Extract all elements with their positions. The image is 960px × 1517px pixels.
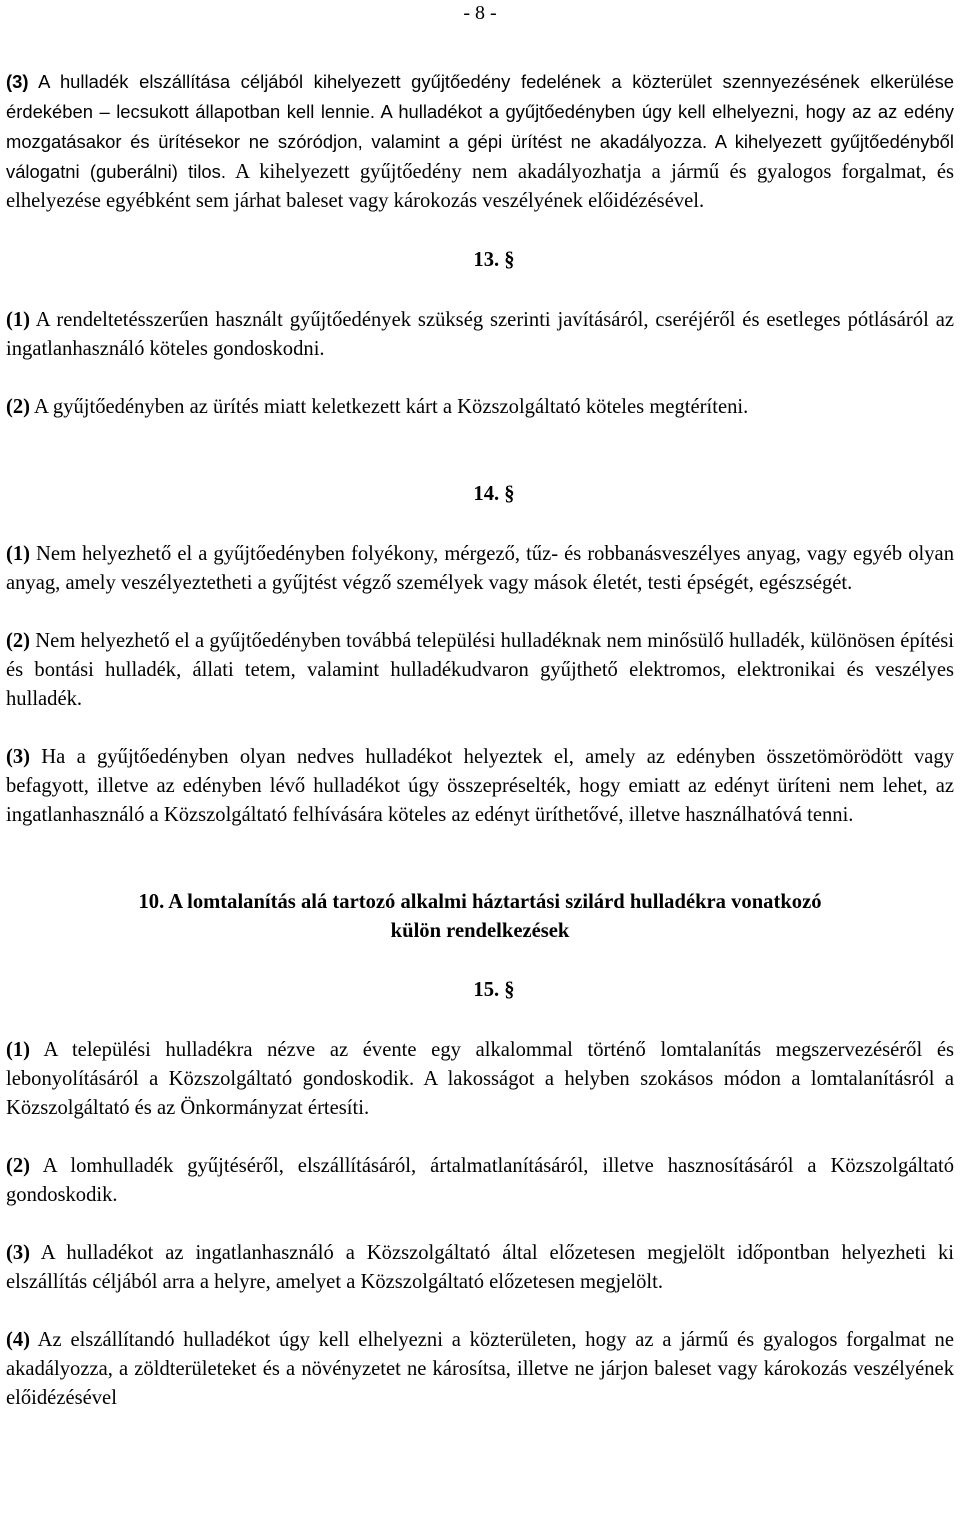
paragraph-text: Ha a gyűjtőedényben olyan nedves hulladékot helyeztek el, amely az edényben összetömörödött vagy befagyott, illetve az edényben lévő hulladékot úgy összepréselték, hogy emiatt az edényt üríteni nem lehet, az ingatlanhasználó a Közszolgáltató felhívására köteles az edényt üríthetővé, illetve használhatóvá tenni.	[6, 746, 954, 826]
paragraph-text: A gyűjtőedényben az ürítés miatt keletkezett kárt a Közszolgáltató köteles megtéríteni.	[30, 396, 749, 418]
paragraph-number: (2)	[6, 396, 31, 418]
paragraph-number: (3)	[6, 746, 31, 768]
paragraph-text: A kihelyezett gyűjtőedény nem akadályozhatja a jármű és gyalogos forgalmat, és elhelyezése egyébként sem járhat baleset vagy károkozás veszélyének előidézésével.	[6, 161, 954, 212]
section-heading-13: 13. §	[473, 249, 515, 271]
section-heading-14: 14. §	[473, 483, 515, 505]
paragraph-number: (2)	[6, 1155, 31, 1177]
paragraph-number: (3)	[6, 1242, 31, 1264]
paragraph-15-3	[6, 1239, 954, 1297]
paragraph-number: (2)	[6, 630, 31, 652]
paragraph-14-1	[6, 540, 954, 598]
paragraph-13-2	[6, 393, 954, 422]
paragraph-15-4	[6, 1326, 954, 1413]
document-body	[6, 67, 954, 1413]
paragraph-15-2	[6, 1152, 954, 1210]
paragraph-12-3	[6, 67, 954, 216]
paragraph-text: Nem helyezhető el a gyűjtőedényben folyékony, mérgező, tűz- és robbanásveszélyes anyag, vagy egyéb olyan anyag, amely veszélyeztetheti a gyűjtést végző személyek vagy mások életét, testi épségét, egészségét.	[6, 543, 954, 594]
chapter-title-line-1: 10. A lomtalanítás alá tartozó alkalmi háztartási szilárd hulladékra vonatkozó	[138, 891, 822, 913]
section-heading-15: 15. §	[473, 979, 515, 1001]
paragraph-number: (1)	[6, 309, 31, 331]
paragraph-text: A települési hulladékra nézve az évente egy alkalommal történő lomtalanítás megszervezéséről és lebonyolításáról a Közszolgáltató gondoskodik. A lakosságot a helyben szokásos módon a lomtalanításról a Közszolgáltató és az Önkormányzat értesíti.	[6, 1039, 954, 1119]
paragraph-number: (4)	[6, 1329, 31, 1351]
paragraph-15-1	[6, 1036, 954, 1123]
paragraph-text: A lomhulladék gyűjtéséről, elszállításáról, ártalmatlanításáról, illetve hasznosításáról a Közszolgáltató gondoskodik.	[6, 1155, 954, 1206]
page-number: - 8 -	[463, 2, 497, 24]
chapter-title-line-2: külön rendelkezések	[390, 920, 570, 942]
paragraph-number: (1)	[6, 1039, 31, 1061]
paragraph-14-2	[6, 627, 954, 714]
paragraph-number: (3)	[6, 71, 29, 92]
paragraph-text: Az elszállítandó hulladékot úgy kell elhelyezni a közterületen, hogy az a jármű és gyalogos forgalmat ne akadályozza, a zöldterületeket és a növényzetet ne károsítsa, illetve ne járjon baleset vagy károkozás veszélyének előidézésével	[6, 1329, 954, 1409]
paragraph-number: (1)	[6, 543, 31, 565]
paragraph-14-3	[6, 743, 954, 830]
paragraph-text: A rendeltetésszerűen használt gyűjtőedények szükség szerinti javításáról, cseréjéről és esetleges pótlásáról az ingatlanhasználó köteles gondoskodni.	[6, 309, 954, 360]
paragraph-text-sans: A hulladék elszállítása céljából kihelyezett gyűjtőedény fedelének a közterület szennyezésének elkerülése érdekében – lecsukott állapotban kell lennie. A hulladékot a gyűjtőedényben úgy kell elhelyezni, hogy az az edény mozgatásakor és ürítésekor ne szóródjon, valamint a gépi ürítést ne akadályozza. A kihelyezett gyűjtőedényből válogatni (guberálni) tilos.	[6, 71, 954, 182]
paragraph-text: A hulladékot az ingatlanhasználó a Közszolgáltató által előzetesen megjelölt időpontban helyezheti ki elszállítás céljából arra a helyre, amelyet a Közszolgáltató előzetesen megjelölt.	[6, 1242, 954, 1293]
paragraph-text: Nem helyezhető el a gyűjtőedényben továbbá települési hulladéknak nem minősülő hulladék, különösen építési és bontási hulladék, állati tetem, valamint hulladékudvaron gyűjthető elektromos, elektronikai és veszélyes hulladék.	[6, 630, 954, 710]
paragraph-13-1	[6, 306, 954, 364]
chapter-title	[6, 888, 954, 946]
